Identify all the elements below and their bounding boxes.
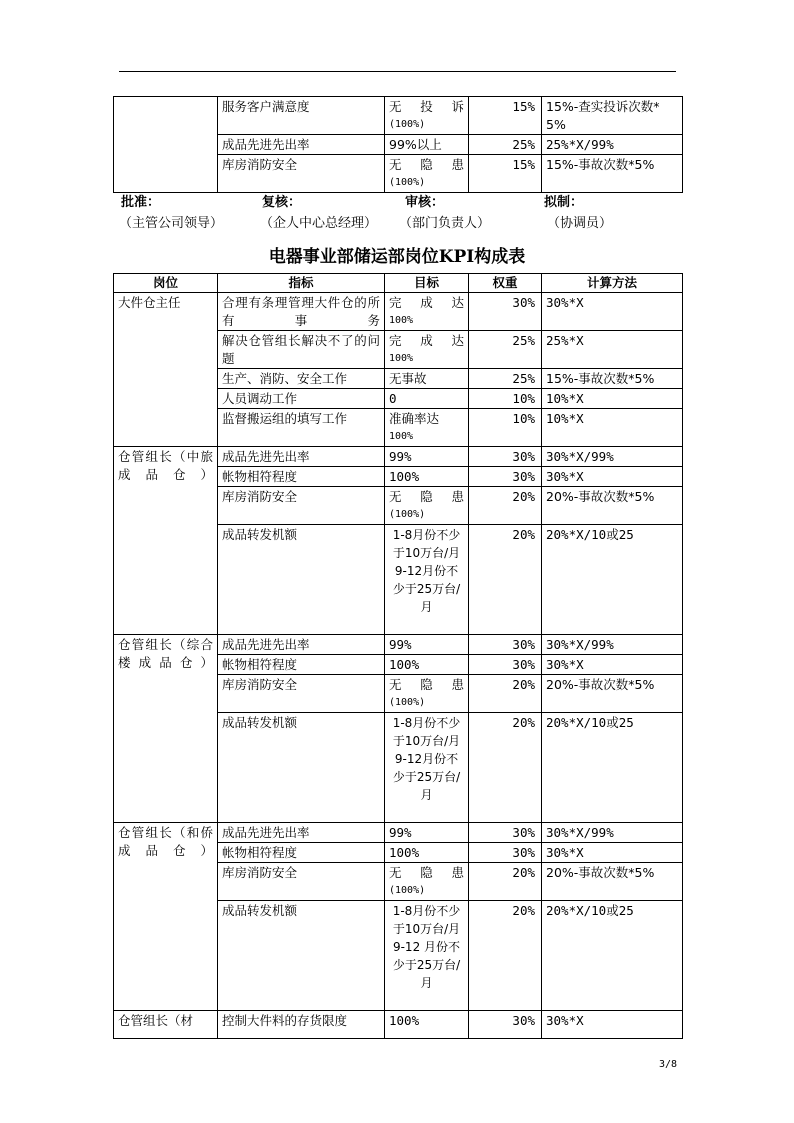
approve-role: （主管公司领导）	[119, 216, 224, 231]
review-role: （企人中心总经理）	[260, 216, 378, 231]
target-cell	[385, 97, 469, 135]
col-header-weight: 权重	[469, 274, 542, 293]
target-main: 准确率达	[389, 411, 440, 426]
table-row	[114, 97, 683, 135]
indicator-cell: 成品先进先出率	[218, 823, 385, 843]
weight-cell: 10%	[469, 389, 542, 409]
target-sub: 100%	[389, 353, 414, 364]
target-cell: 1-8月份不少于10万台/月 9-12月份不少于25万台/月	[385, 525, 469, 635]
weight-cell: 15%	[469, 155, 542, 193]
weight-cell: 15%	[469, 97, 542, 135]
target-cell: 100%	[385, 843, 469, 863]
col-header-calc: 计算方法	[542, 274, 683, 293]
target-main: 完 成 达	[389, 333, 464, 348]
indicator-cell: 帐物相符程度	[218, 467, 385, 487]
indicator-cell: 合理有条理管理大件仓的所有事务	[218, 293, 385, 331]
weight-cell: 20%	[469, 675, 542, 713]
header-row	[114, 274, 683, 293]
target-cell: 99%	[385, 447, 469, 467]
target-cell: 1-8月份不少于10万台/月 9-12月份不少于25万台/月	[385, 713, 469, 823]
weight-cell: 30%	[469, 1011, 542, 1039]
page-number: 3/8	[658, 1059, 677, 1070]
kpi-table-continued	[113, 96, 683, 193]
weight-cell: 30%	[469, 447, 542, 467]
weight-cell: 25%	[469, 135, 542, 155]
target-main: 无 隐 患	[389, 865, 464, 880]
target-cell: 99%以上	[385, 135, 469, 155]
target-main: 无 隐 患	[389, 489, 464, 504]
draft-role: （协调员）	[547, 216, 613, 231]
calc-cell: 30%*X	[542, 1011, 683, 1039]
indicator-cell: 服务客户满意度	[218, 97, 385, 135]
target-cell: 100%	[385, 655, 469, 675]
calc-cell: 30%*X	[542, 293, 683, 331]
calc-text: 15%-事故次数*5%	[546, 157, 655, 172]
weight-cell: 20%	[469, 713, 542, 823]
indicator-cell: 成品转发机额	[218, 901, 385, 1011]
calc-cell: 30%*X	[542, 843, 683, 863]
target-cell: 无事故	[385, 369, 469, 389]
target-sub: (100%)	[389, 509, 426, 520]
post-cell: 仓管组长（中旅成品仓）	[114, 447, 218, 635]
target-cell	[385, 155, 469, 193]
table-row	[114, 447, 683, 467]
target-sub: (100%)	[389, 119, 426, 130]
table-row	[114, 635, 683, 655]
target-sub: (100%)	[389, 177, 426, 188]
calc-cell: 10%*X	[542, 409, 683, 447]
calc-cell: 20%*X/10或25	[542, 713, 683, 823]
indicator-cell: 成品先进先出率	[218, 135, 385, 155]
indicator-cell: 成品转发机额	[218, 713, 385, 823]
post-cell: 仓管组长（综合楼成品仓）	[114, 635, 218, 823]
target-main: 无 隐 患	[389, 157, 464, 172]
post-cell: 仓管组长（材	[114, 1011, 218, 1039]
weight-cell: 25%	[469, 331, 542, 369]
page-title: 电器事业部储运部岗位KPI构成表	[268, 247, 526, 267]
table-row	[114, 1011, 683, 1039]
calc-text: 20%-事故次数*5%	[546, 677, 655, 692]
weight-cell: 30%	[469, 823, 542, 843]
weight-cell: 30%	[469, 467, 542, 487]
target-cell	[385, 293, 469, 331]
audit-role: （部门负责人）	[399, 216, 491, 231]
calc-cell	[542, 155, 683, 193]
indicator-cell: 成品转发机额	[218, 525, 385, 635]
calc-cell: 30%*X/99%	[542, 447, 683, 467]
target-cell: 1-8月份不少于10万台/月 9-12 月份不少于25万台/月	[385, 901, 469, 1011]
indicator-cell: 成品先进先出率	[218, 447, 385, 467]
post-cell-empty	[114, 97, 218, 193]
draft-label: 拟制：	[544, 195, 584, 210]
calc-cell: 30%*X/99%	[542, 823, 683, 843]
review-label: 复核：	[262, 195, 302, 210]
col-header-post: 岗位	[114, 274, 218, 293]
target-sub: (100%)	[389, 885, 426, 896]
indicator-cell: 库房消防安全	[218, 155, 385, 193]
calc-cell	[542, 863, 683, 901]
target-cell: 99%	[385, 823, 469, 843]
kpi-table	[113, 273, 683, 1039]
calc-cell: 10%*X	[542, 389, 683, 409]
weight-cell: 30%	[469, 293, 542, 331]
target-cell	[385, 863, 469, 901]
audit-label: 审核：	[405, 195, 445, 210]
indicator-cell: 成品先进先出率	[218, 635, 385, 655]
calc-cell	[542, 97, 683, 135]
calc-cell: 25%*X/99%	[542, 135, 683, 155]
calc-cell: 25%*X	[542, 331, 683, 369]
calc-cell	[542, 675, 683, 713]
weight-cell: 30%	[469, 635, 542, 655]
table-row	[114, 823, 683, 843]
target-cell: 100%	[385, 467, 469, 487]
weight-cell: 25%	[469, 369, 542, 389]
target-cell	[385, 409, 469, 447]
indicator-cell: 库房消防安全	[218, 863, 385, 901]
calc-cell	[542, 487, 683, 525]
indicator-cell: 解决仓管组长解决不了的问题	[218, 331, 385, 369]
calc-cell: 30%*X	[542, 467, 683, 487]
indicator-cell: 帐物相符程度	[218, 843, 385, 863]
target-cell	[385, 331, 469, 369]
post-cell: 仓管组长（和侨成品仓）	[114, 823, 218, 1011]
target-sub: 100%	[389, 431, 414, 442]
calc-text: 15%-事故次数*5%	[546, 371, 655, 386]
calc-cell: 30%*X/99%	[542, 635, 683, 655]
calc-text: 20%-事故次数*5%	[546, 865, 655, 880]
indicator-cell: 生产、消防、安全工作	[218, 369, 385, 389]
col-header-indicator: 指标	[218, 274, 385, 293]
indicator-cell: 库房消防安全	[218, 675, 385, 713]
weight-cell: 20%	[469, 525, 542, 635]
target-sub: 100%	[389, 315, 414, 326]
calc-cell: 20%*X/10或25	[542, 901, 683, 1011]
weight-cell: 20%	[469, 487, 542, 525]
target-cell: 100%	[385, 1011, 469, 1039]
calc-text: 15%-查实投诉次数*5%	[546, 99, 660, 132]
target-cell: 99%	[385, 635, 469, 655]
indicator-cell: 帐物相符程度	[218, 655, 385, 675]
indicator-cell: 库房消防安全	[218, 487, 385, 525]
col-header-target: 目标	[385, 274, 469, 293]
target-main: 完 成 达	[389, 295, 464, 310]
indicator-cell: 监督搬运组的填写工作	[218, 409, 385, 447]
weight-cell: 20%	[469, 863, 542, 901]
target-main: 无 隐 患	[389, 677, 464, 692]
target-cell	[385, 487, 469, 525]
calc-cell: 30%*X	[542, 655, 683, 675]
weight-cell: 30%	[469, 843, 542, 863]
target-main: 无 投 诉	[389, 99, 464, 114]
weight-cell: 30%	[469, 655, 542, 675]
table-row	[114, 293, 683, 331]
weight-cell: 10%	[469, 409, 542, 447]
target-sub: (100%)	[389, 697, 426, 708]
target-cell	[385, 675, 469, 713]
approval-signatures	[119, 191, 679, 231]
indicator-cell: 人员调动工作	[218, 389, 385, 409]
calc-cell	[542, 369, 683, 389]
indicator-cell: 控制大件料的存货限度	[218, 1011, 385, 1039]
approve-label: 批准：	[121, 195, 161, 210]
target-cell: 0	[385, 389, 469, 409]
calc-text: 20%-事故次数*5%	[546, 489, 655, 504]
post-cell: 大件仓主任	[114, 293, 218, 447]
header-rule	[119, 71, 676, 72]
weight-cell: 20%	[469, 901, 542, 1011]
calc-cell: 20%*X/10或25	[542, 525, 683, 635]
